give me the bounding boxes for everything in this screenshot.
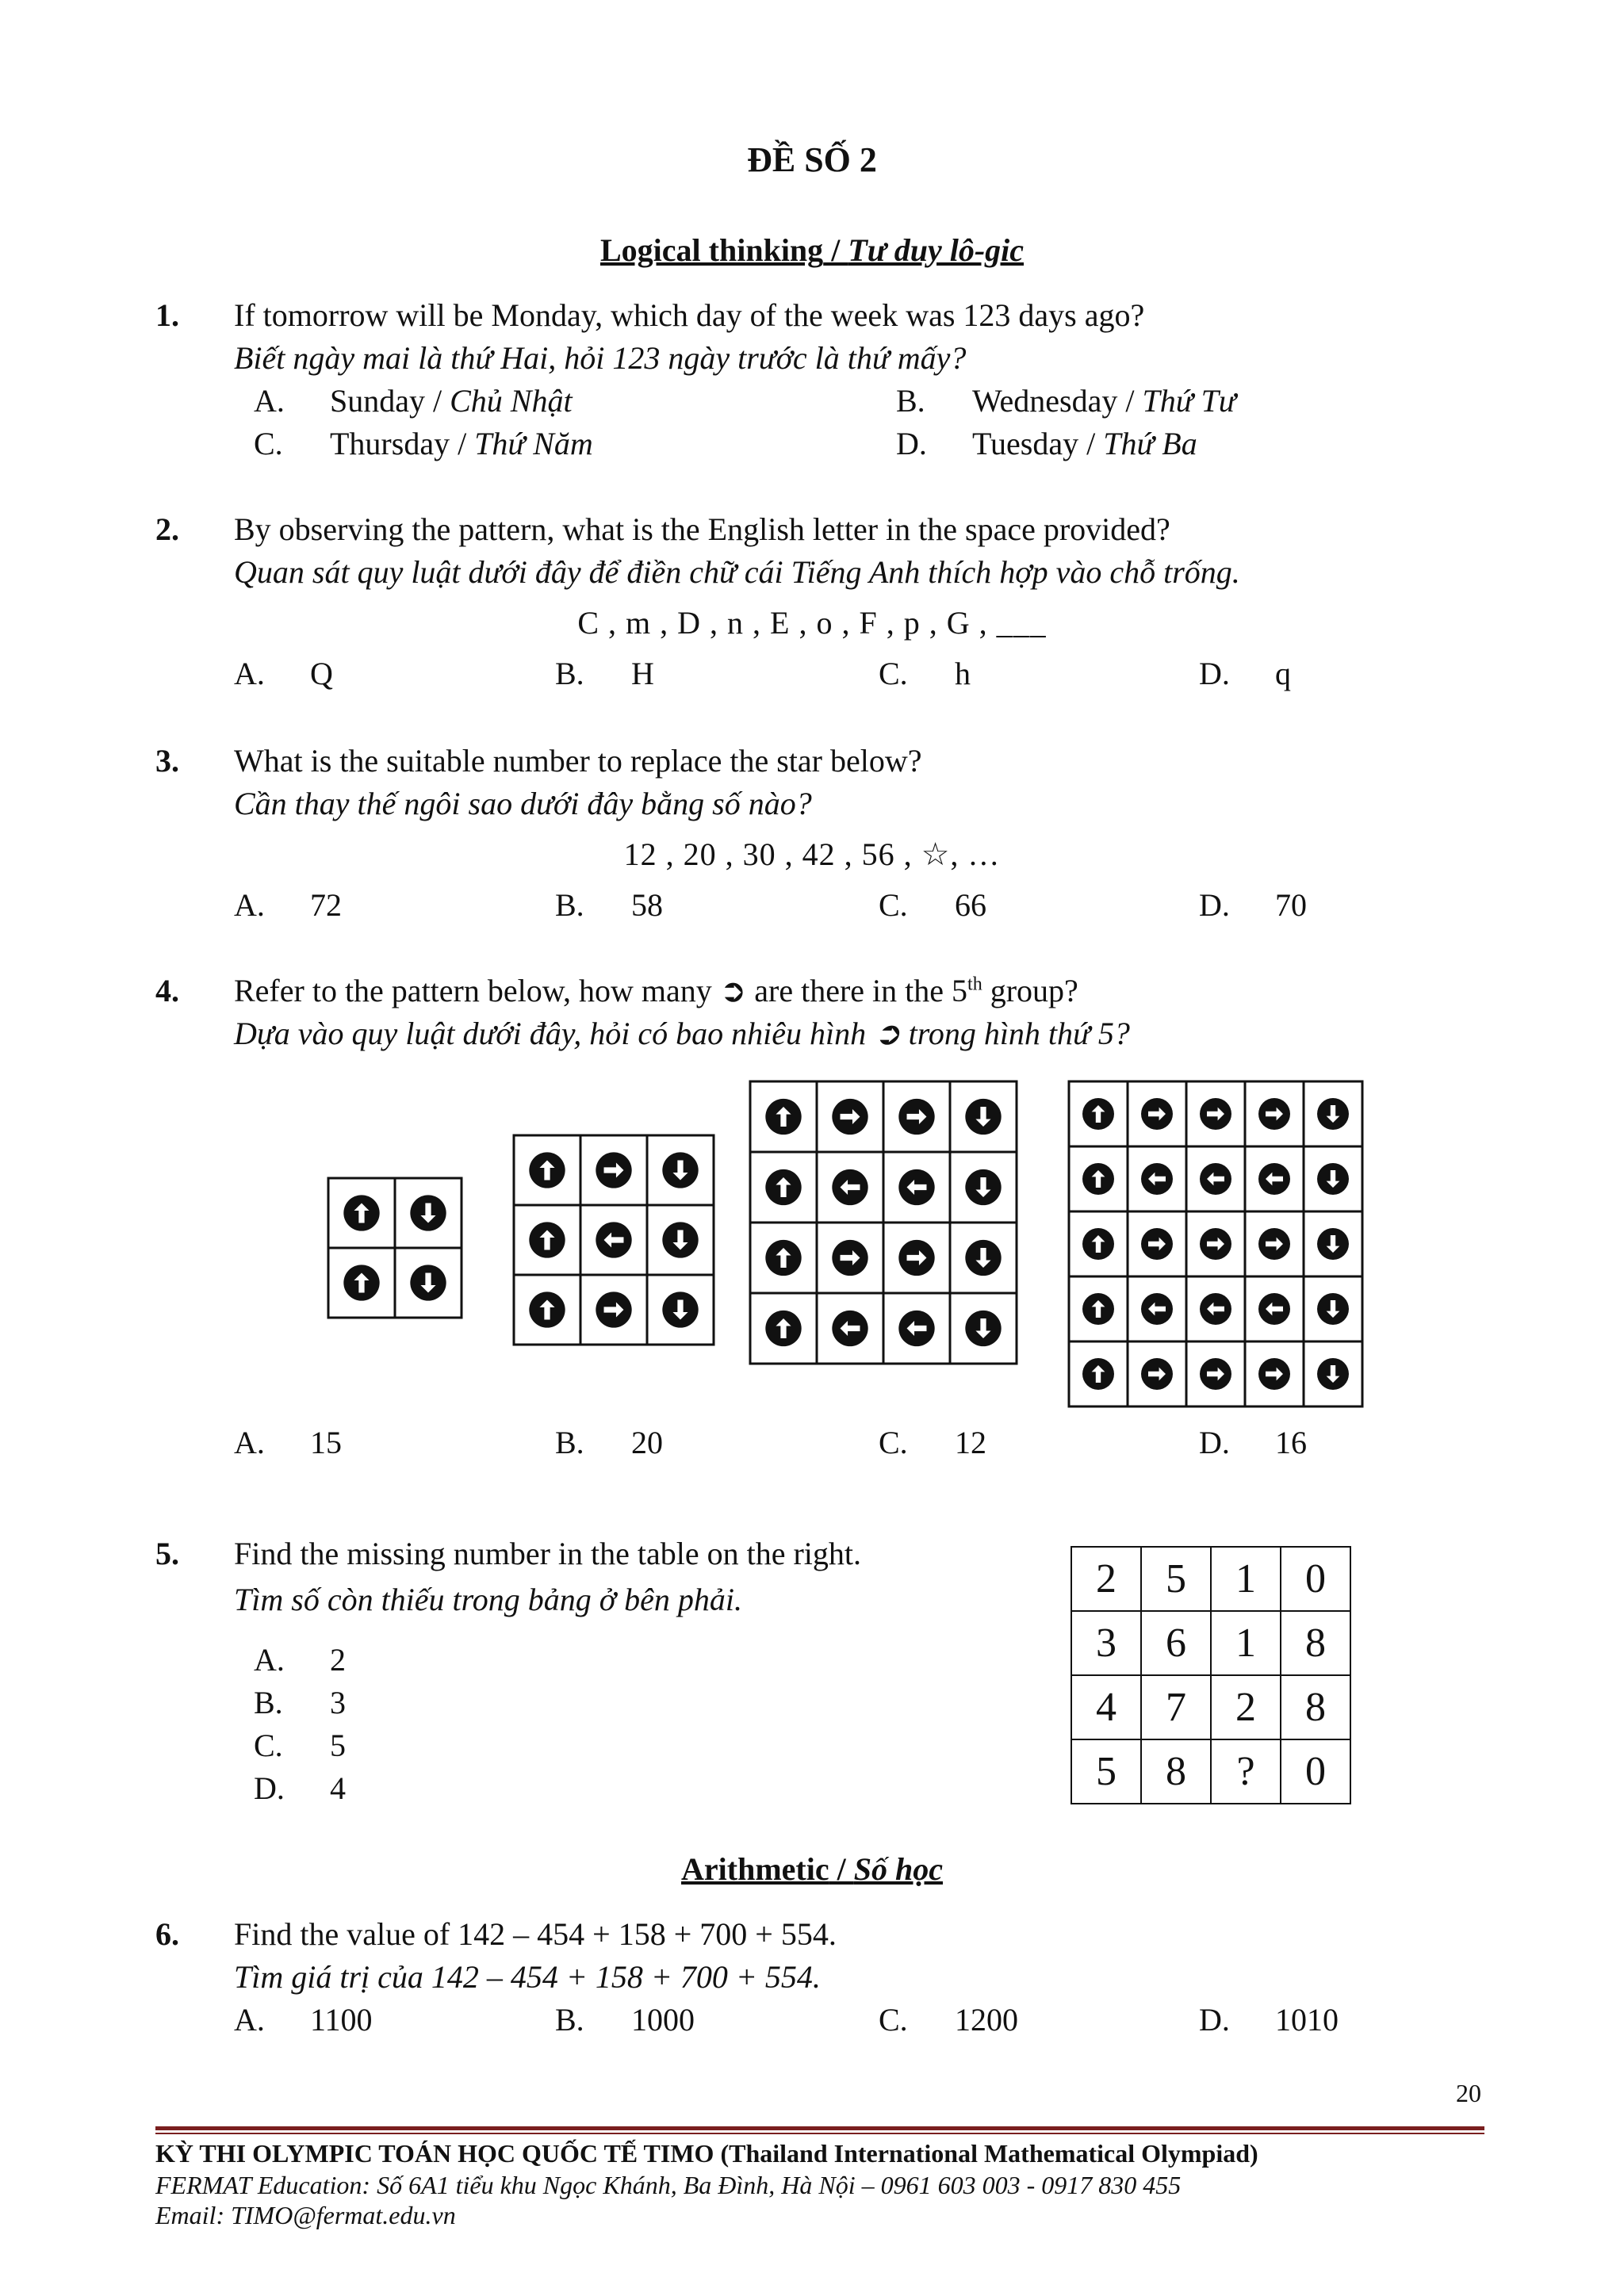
option-a: [234, 1424, 342, 1461]
table-row: [1071, 1739, 1350, 1804]
question-text-part: Refer to the pattern below, how many ➲ are there in the 5: [234, 973, 968, 1008]
option-vi: Thứ Ba: [1103, 426, 1197, 461]
table-cell: 1: [1211, 1611, 1281, 1675]
section-title-arithmetic: [0, 1850, 1624, 1888]
section-title-sep: /: [829, 1851, 854, 1887]
option-value: 58: [631, 887, 663, 923]
section-title-sep: /: [823, 232, 848, 268]
footer-rule-thin: [155, 2133, 1484, 2134]
table-cell: 2: [1211, 1675, 1281, 1739]
table-cell: 8: [1281, 1611, 1350, 1675]
question-number: 1.: [155, 297, 179, 333]
pattern-grid-2: [514, 1135, 714, 1345]
table-cell: 3: [1071, 1611, 1141, 1675]
option-label: C.: [879, 1425, 908, 1460]
option-label: B.: [555, 656, 584, 691]
option-vi: Chủ Nhật: [450, 383, 573, 419]
option-label: C.: [879, 887, 908, 923]
page-title: ĐỀ SỐ 2: [747, 140, 877, 179]
option-value: 20: [631, 1425, 663, 1460]
option-vi: Thứ Tư: [1142, 383, 1236, 419]
table-cell: 0: [1281, 1547, 1350, 1611]
question-number: 3.: [155, 743, 179, 779]
table-row: [1071, 1547, 1350, 1611]
option-label: C.: [254, 1728, 283, 1763]
option-value: 2: [330, 1642, 346, 1678]
option-c: [879, 2001, 1018, 2038]
table-cell: 4: [1071, 1675, 1141, 1739]
option-en: Tuesday /: [972, 426, 1104, 461]
option-value: 15: [310, 1425, 342, 1460]
question-text-vi: Tìm số còn thiếu trong bảng ở bên phải.: [234, 1582, 742, 1617]
pattern-grid-3: [750, 1081, 1017, 1364]
option-label: A.: [234, 2002, 265, 2038]
option-en: Thursday /: [330, 426, 475, 461]
question-text-part: group?: [982, 973, 1078, 1008]
table-cell: 8: [1281, 1675, 1350, 1739]
option-value: 12: [955, 1425, 986, 1460]
table-row: [1071, 1675, 1350, 1739]
option-c: [254, 1727, 346, 1764]
table-cell: ?: [1211, 1739, 1281, 1804]
option-label: A.: [234, 1425, 265, 1460]
option-label: C.: [879, 2002, 908, 2038]
question-text-en: If tomorrow will be Monday, which day of the week was 123 days ago?: [234, 297, 1145, 333]
letter-sequence: C , m , D , n , E , o , F , p , G , ___: [577, 605, 1047, 641]
option-value: 5: [330, 1728, 346, 1763]
question-number: 2.: [155, 511, 179, 547]
option-b: [254, 1684, 346, 1721]
table-cell: 0: [1281, 1739, 1350, 1804]
table-row: [1071, 1611, 1350, 1675]
option-value: 70: [1275, 887, 1307, 923]
footer-rule: [155, 2126, 1484, 2130]
option-label: B.: [896, 383, 925, 419]
option-label: A.: [234, 887, 265, 923]
question-text-vi: Quan sát quy luật dưới đây để điền chữ cái Tiếng Anh thích hợp vào chỗ trống.: [234, 554, 1240, 590]
option-en: Sunday /: [330, 383, 450, 419]
option-label: D.: [254, 1770, 285, 1806]
question-number: 4.: [155, 973, 179, 1008]
option-label: A.: [254, 1642, 285, 1678]
option-d: [1199, 2001, 1339, 2038]
option-value: 1100: [310, 2002, 373, 2038]
table-cell: 8: [1141, 1739, 1211, 1804]
table-cell: 5: [1071, 1739, 1141, 1804]
question-text-en: Find the missing number in the table on the right.: [234, 1536, 862, 1571]
option-value: H: [631, 656, 654, 691]
table-cell: 7: [1141, 1675, 1211, 1739]
option-label: D.: [1199, 887, 1230, 923]
section-title-vi: Tư duy lô-gic: [848, 232, 1025, 268]
section-title-en: Arithmetic: [681, 1851, 829, 1887]
table-cell: 6: [1141, 1611, 1211, 1675]
question-text-en: By observing the pattern, what is the English letter in the space provided?: [234, 511, 1170, 547]
pattern-grid-1: [328, 1178, 462, 1318]
option-label: B.: [254, 1685, 283, 1720]
option-value: q: [1275, 656, 1291, 691]
option-value: 1200: [955, 2002, 1018, 2038]
option-label: D.: [1199, 1425, 1230, 1460]
footer-address: FERMAT Education: Số 6A1 tiểu khu Ngọc Khánh, Ba Đình, Hà Nội – 0961 603 003 - 0917 830 455: [155, 2171, 1182, 2199]
option-value: 1010: [1275, 2002, 1339, 2038]
option-label: C.: [254, 426, 283, 461]
option-value: 66: [955, 887, 986, 923]
number-table: [1071, 1546, 1351, 1804]
option-value: 3: [330, 1685, 346, 1720]
question-number: 5.: [155, 1536, 179, 1571]
question-text-vi: Biết ngày mai là thứ Hai, hỏi 123 ngày trước là thứ mấy?: [234, 340, 967, 376]
question-text-vi: Cần thay thế ngôi sao dưới đây bằng số nào?: [234, 786, 812, 821]
question-text-en: Find the value of 142 – 454 + 158 + 700 + 554.: [234, 1916, 837, 1952]
section-title-vi: Số học: [853, 1851, 943, 1887]
table-cell: 1: [1211, 1547, 1281, 1611]
ordinal-suffix: th: [967, 974, 982, 995]
option-label: B.: [555, 2002, 584, 2038]
option-label: B.: [555, 1425, 584, 1460]
section-title-en: Logical thinking: [599, 232, 824, 268]
option-value: 16: [1275, 1425, 1307, 1460]
option-b: [555, 1424, 663, 1461]
option-a: [234, 2001, 373, 2038]
option-value: h: [955, 656, 971, 691]
option-b: [555, 2001, 695, 2038]
option-d: [1199, 1424, 1307, 1461]
option-label: A.: [254, 383, 285, 419]
option-en: Wednesday /: [972, 383, 1143, 419]
option-c: [879, 1424, 986, 1461]
option-value: Q: [310, 656, 333, 691]
option-label: A.: [234, 656, 265, 691]
option-value: 4: [330, 1770, 346, 1806]
option-value: 1000: [631, 2002, 695, 2038]
number-sequence: 12 , 20 , 30 , 42 , 56 , ☆, …: [623, 836, 1001, 872]
page-number: 20: [1456, 2079, 1481, 2107]
option-value: 72: [310, 887, 342, 923]
table-cell: 5: [1141, 1547, 1211, 1611]
footer-title: KỲ THI OLYMPIC TOÁN HỌC QUỐC TẾ TIMO (Thailand International Mathematical Olympiad): [155, 2139, 1258, 2168]
option-label: B.: [555, 887, 584, 923]
question-text-en: What is the suitable number to replace the star below?: [234, 743, 922, 779]
question-text-vi: Tìm giá trị của 142 – 454 + 158 + 700 + 554.: [234, 1959, 821, 1995]
footer-email: Email: TIMO@fermat.edu.vn: [155, 2201, 456, 2229]
option-d: [254, 1770, 346, 1807]
table-cell: 2: [1071, 1547, 1141, 1611]
option-vi: Thứ Năm: [474, 426, 593, 461]
option-label: D.: [896, 426, 927, 461]
option-a: [254, 1641, 346, 1678]
question-number: 6.: [155, 1916, 179, 1952]
option-label: D.: [1199, 2002, 1230, 2038]
option-label: D.: [1199, 656, 1230, 691]
pattern-grid-4: [1069, 1081, 1362, 1406]
question-text-vi: Dựa vào quy luật dưới đây, hỏi có bao nhiêu hình ➲ trong hình thứ 5?: [234, 1016, 1130, 1051]
option-label: C.: [879, 656, 908, 691]
